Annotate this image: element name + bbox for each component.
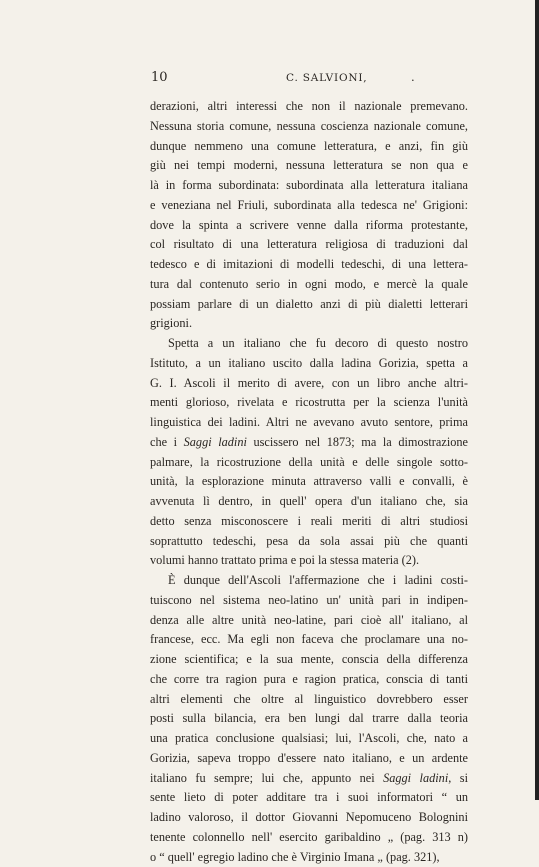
paragraph (150, 571, 468, 867)
book-title-italic: Saggi ladini (383, 771, 448, 785)
text-line: avvenuta lì dentro, in quell' opera d'un italiano che, sia (150, 492, 468, 512)
text-line: col risultato di una letteratura religiosa di traduzioni dal (150, 235, 468, 255)
text-line: linguistica dei ladini. Altri ne avevano avuto sentore, prima (150, 413, 468, 433)
page-number: 10 (151, 70, 168, 85)
text-line: ladino valoroso, il dottor Giovanni Nepomuceno Bolognini (150, 808, 468, 828)
text-line: e veneziana nel Friuli, subordinata alla tedesca ne' Grigioni: (150, 196, 468, 216)
text-line: volumi hanno trattato prima e poi la stessa materia (2). (150, 551, 468, 571)
text-line: che i Saggi ladini uscissero nel 1873; ma la dimostrazione (150, 433, 468, 453)
text-line: unità, la esplorazione minuta attraverso valli e convalli, è (150, 472, 468, 492)
text-line: Gorizia, sapeva troppo d'essere nato italiano, e un ardente (150, 749, 468, 769)
text-line: Spetta a un italiano che fu decoro di questo nostro (150, 334, 468, 354)
text-line: possiam parlare di un dialetto anzi di più dialetti letterari (150, 295, 468, 315)
paragraph (150, 334, 468, 571)
text-line: dove la spinta a scrivere venne dalla riforma protestante, (150, 216, 468, 236)
text-line: sente lieto di poter additare tra i suoi informatori “ un (150, 788, 468, 808)
text-line: soprattutto tedeschi, pesa da sola assai più che quanti (150, 532, 468, 552)
text-line: denza alle altre unità neo-latine, pari cioè all' italiano, al (150, 611, 468, 631)
text-line: una pratica conclusione qualsiasi; lui, l'Ascoli, che, nato a (150, 729, 468, 749)
text-line: tuiscono nel sistema neo-latino un' unità pari in indipen- (150, 591, 468, 611)
text-line: dunque nemmeno una comune letteratura, e anzi, fin giù (150, 137, 468, 157)
book-title-italic: Saggi ladini (184, 435, 247, 449)
text-line: detto senza misconoscere i reali meriti di altri studiosi (150, 512, 468, 532)
text-line: tenente colonnello nell' esercito garibaldino „ (pag. 313 n) (150, 828, 468, 848)
paragraph (150, 97, 468, 334)
text-line: È dunque dell'Ascoli l'affermazione che i ladini costi- (150, 571, 468, 591)
text-line: giù nei tempi moderni, nessuna letteratura se non qua e (150, 156, 468, 176)
body-text (150, 97, 468, 867)
page-header (151, 70, 467, 88)
text-line: francese, ecc. Ma egli non faceva che proclamare una no- (150, 630, 468, 650)
text-line: o “ quell' egregio ladino che è Virginio Imana „ (pag. 321), (150, 848, 468, 867)
text-line: palmare, la ricostruzione della unità e delle singole sotto- (150, 453, 468, 473)
text-line: zione scientifica; e la sua mente, conscia della differenza (150, 650, 468, 670)
text-line: Istituto, a un italiano uscito dalla ladina Gorizia, spetta a (150, 354, 468, 374)
scan-edge (535, 0, 539, 800)
text-line: là in forma subordinata: subordinata alla letteratura italiana (150, 176, 468, 196)
text-line: tura dal contenuto serio in ogni modo, e mercè la quale (150, 275, 468, 295)
header-mark: . (411, 70, 415, 84)
text-line: che corre tra ragion pura e ragion pratica, conscia di tanti (150, 670, 468, 690)
text-line: altri elementi che oltre al linguistico dovrebbero esser (150, 690, 468, 710)
text-line: tedesco e di imitazioni di modelli tedeschi, di una lettera- (150, 255, 468, 275)
text-line: grigioni. (150, 314, 468, 334)
running-head: C. SALVIONI, (286, 72, 367, 84)
text-line: G. I. Ascoli il merito di avere, con un libro anche altri- (150, 374, 468, 394)
text-line: Nessuna storia comune, nessuna coscienza nazionale comune, (150, 117, 468, 137)
text-line: derazioni, altri interessi che non il nazionale premevano. (150, 97, 468, 117)
text-line: italiano fu sempre; lui che, appunto nei Saggi ladini, si (150, 769, 468, 789)
text-line: menti glorioso, rivelata e ricostrutta per la scienza l'unità (150, 393, 468, 413)
text-line: posti sulla bilancia, era ben lungi dal trarre dalla teoria (150, 709, 468, 729)
